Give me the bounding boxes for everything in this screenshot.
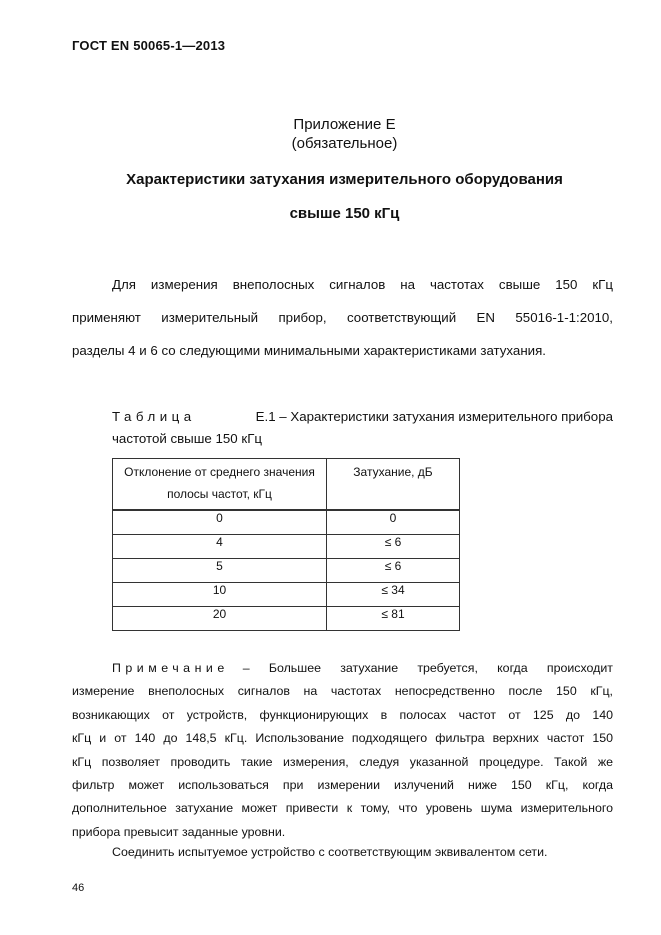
- table-row: [113, 583, 460, 607]
- table-row: [113, 607, 460, 631]
- cell-deviation: 5: [113, 559, 327, 583]
- attenuation-table: [112, 458, 460, 631]
- note-line: прибора превысит заданные уровни.: [72, 824, 286, 839]
- table-caption-line2: частотой свыше 150 кГц: [112, 431, 263, 446]
- cell-attenuation: ≤ 81: [327, 607, 460, 631]
- table-row: [113, 510, 460, 535]
- document-header: ГОСТ EN 50065-1—2013: [72, 38, 226, 53]
- table-header-row: [113, 459, 460, 511]
- note-line: дополнительное затухание может привести к тому, что уровень шума измерительного: [72, 801, 613, 816]
- cell-attenuation: ≤ 34: [327, 583, 460, 607]
- note-line: кГц позволяет проводить такие измерения, следуя указанной процедуре. Такой же: [72, 754, 613, 769]
- cell-attenuation: ≤ 6: [327, 559, 460, 583]
- cell-deviation: 4: [113, 535, 327, 559]
- note-line: – Большее затухание требуется, когда происходит: [242, 661, 613, 675]
- table-row: [113, 535, 460, 559]
- col-header-attenuation: Затухание, дБ: [327, 459, 460, 511]
- table-note: [72, 657, 613, 844]
- intro-line: Для измерения внеполосных сигналов на частотах свыше 150 кГц: [112, 277, 613, 292]
- cell-attenuation: ≤ 6: [327, 535, 460, 559]
- intro-paragraph: [72, 268, 613, 367]
- closing-sentence: Соединить испытуемое устройство с соответствующим эквивалентом сети.: [112, 845, 548, 859]
- col-header-deviation: Отклонение от среднего значения полосы частот, кГц: [113, 459, 327, 511]
- note-line: измерение внеполосных сигналов на частотах непосредственно после 150 кГц,: [72, 684, 613, 699]
- table-caption-text: Е.1 – Характеристики затухания измерительного прибора: [255, 409, 613, 424]
- table-row: [113, 559, 460, 583]
- appendix-heading-line1: Характеристики затухания измерительного оборудования: [126, 171, 563, 188]
- cell-attenuation: 0: [327, 510, 460, 535]
- table-caption: [112, 406, 613, 450]
- appendix-title: Приложение Е: [293, 116, 396, 133]
- note-line: кГц и от 140 до 148,5 кГц. Использование подходящего фильтра верхних частот 150: [72, 731, 613, 746]
- note-line: возникающих от устройств, функционирующих в полосах частот от 125 до 140: [72, 707, 613, 722]
- cell-deviation: 0: [113, 510, 327, 535]
- appendix-status: (обязательное): [291, 135, 398, 152]
- note-line: фильтр может использоваться при измерении излучений ниже 150 кГц, когда: [72, 778, 613, 793]
- cell-deviation: 20: [113, 607, 327, 631]
- table-caption-label: Таблица: [112, 409, 196, 424]
- cell-deviation: 10: [113, 583, 327, 607]
- page-number: 46: [72, 882, 85, 894]
- intro-line: разделы 4 и 6 со следующими минимальными характеристиками затухания.: [72, 343, 546, 358]
- intro-line: применяют измерительный прибор, соответствующий EN 55016-1-1:2010,: [72, 310, 613, 325]
- note-label: Примечание: [112, 661, 229, 675]
- appendix-heading-line2: свыше 150 кГц: [289, 205, 400, 222]
